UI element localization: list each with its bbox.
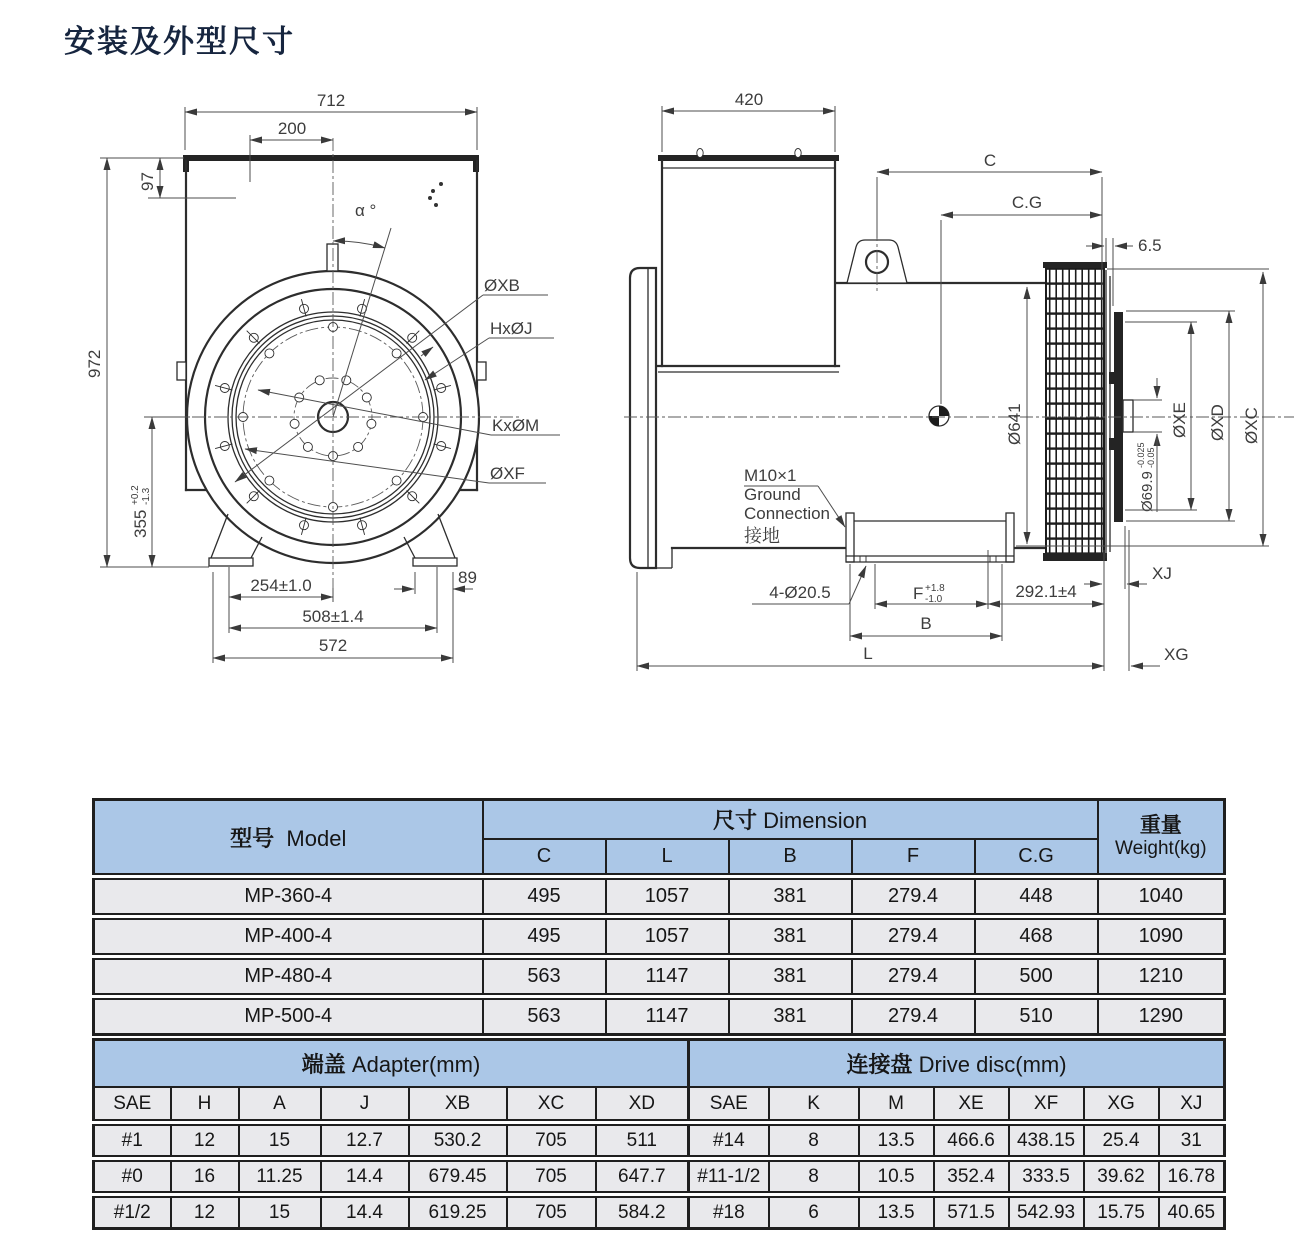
dim-420: 420 <box>734 90 764 109</box>
dim-292: 292.1±4 <box>1015 582 1077 601</box>
dimension-header: 尺寸 Dimension <box>483 800 1098 840</box>
ground-zh: 接地 <box>744 526 780 546</box>
front-view <box>85 91 560 663</box>
drive-disc-assembly <box>1106 270 1133 558</box>
dim-6-5: 6.5 <box>1138 236 1162 255</box>
svg-text:-1.3: -1.3 <box>141 487 152 505</box>
dim-972: 972 <box>85 349 104 378</box>
dim-f-tol-dn: -1.0 <box>925 594 943 605</box>
label-xb: ØXB <box>484 276 520 295</box>
col-f: F <box>852 839 975 877</box>
dim-f-tol-up: +1.8 <box>925 583 945 594</box>
terminal-box <box>658 149 839 373</box>
dim-l: L <box>863 644 873 663</box>
dim-355 <box>130 485 152 538</box>
dim-c: C <box>983 151 997 170</box>
label-xg: XG <box>1164 645 1189 664</box>
model-cell: MP-480-4 <box>94 957 483 997</box>
label-xc: ØXC <box>1242 407 1261 444</box>
dim-69-9 <box>1136 436 1157 512</box>
model-cell: MP-360-4 <box>94 877 483 917</box>
dim-200: 200 <box>277 119 307 138</box>
fan-grille <box>1043 262 1107 561</box>
label-xj: XJ <box>1152 564 1172 583</box>
model-cell: MP-500-4 <box>94 997 483 1035</box>
drive-disc-header: 连接盘 Drive disc(mm) <box>689 1040 1225 1088</box>
dim-f: F <box>913 584 924 603</box>
page-title: 安装及外型尺寸 <box>64 24 295 59</box>
label-xd: ØXD <box>1208 404 1227 441</box>
dim-572: 572 <box>318 636 348 655</box>
table-row: #0 16 11.25 14.4 679.45 705 647.7 #11-1/2 8 10.5 352.4 333.5 39.62 16.78 <box>94 1159 1225 1195</box>
table-row: MP-400-4 495 1057 381 279.4 468 1090 <box>94 917 1225 957</box>
ground-word1: Ground <box>744 485 801 504</box>
dim-89: 89 <box>458 568 477 587</box>
ground-word2: Connection <box>744 504 831 523</box>
dim-97: 97 <box>138 172 157 191</box>
svg-text:+0.2: +0.2 <box>130 485 141 505</box>
model-header: 型号 Model <box>94 800 483 877</box>
dim-508: 508±1.4 <box>302 607 364 626</box>
table-row: MP-480-4 563 1147 381 279.4 500 1210 <box>94 957 1225 997</box>
dim-641: Ø641 <box>1005 403 1024 445</box>
dim-b: B <box>920 614 932 633</box>
dim-cg: C.G <box>1011 193 1043 212</box>
dim-712: 712 <box>316 91 346 110</box>
table-row: MP-500-4 563 1147 381 279.4 510 1290 <box>94 997 1225 1035</box>
svg-text:-0.025: -0.025 <box>1136 442 1146 468</box>
model-cell: MP-400-4 <box>94 917 483 957</box>
svg-text:Ø69.9: Ø69.9 <box>1139 471 1156 512</box>
col-l: L <box>606 839 729 877</box>
side-view <box>624 90 1294 671</box>
dim-alpha: α ° <box>355 201 377 220</box>
col-c: C <box>483 839 606 877</box>
col-b: B <box>729 839 852 877</box>
svg-text:-0.05: -0.05 <box>1146 447 1156 468</box>
side-dimensions <box>637 90 1269 671</box>
dim-254: 254±1.0 <box>250 576 312 595</box>
nde-end-cover <box>630 268 672 568</box>
col-cg: C.G <box>975 839 1098 877</box>
machine-body <box>672 228 1046 548</box>
table-row: #1/2 12 15 14.4 619.25 705 584.2 #18 6 13.5 571.5 542.93 15.75 40.65 <box>94 1195 1225 1229</box>
label-base-holes: 4-Ø20.5 <box>769 583 831 602</box>
svg-text:355: 355 <box>131 509 150 538</box>
label-xe: ØXE <box>1170 402 1189 438</box>
dimension-table <box>92 798 1226 1036</box>
label-xf: ØXF <box>490 464 525 483</box>
table-row: #1 12 15 12.7 530.2 705 511 #14 8 13.5 466.6 438.15 25.4 31 <box>94 1123 1225 1159</box>
weight-header: 重量 Weight(kg) <box>1098 800 1225 877</box>
table-row: MP-360-4 495 1057 381 279.4 448 1040 <box>94 877 1225 917</box>
adapter-header: 端盖 Adapter(mm) <box>94 1040 689 1088</box>
mounting-base <box>846 513 1014 562</box>
ground-thread: M10×1 <box>744 466 797 485</box>
adapter-drive-disc-table: 端盖 Adapter(mm) 连接盘 Drive disc(mm) SAE H A J XB XC XD SAE K M XE XF XG XJ #1 12 15 12.7 530.2 705 511 #14 8 13.5 466.6 438.15 25.4 31 #0 16 11.25 14.4 679.45 705 647.7 #11-1/2 8 10.5 352.4 333.5 39.62 16.78 #1/2 12 15 14.4 619.25 705 584.2 #18 6 13.5 571.5 542.93 15.75 40.65 <box>92 1038 1226 1230</box>
ground-connection-label <box>744 466 845 546</box>
label-hxj: HxØJ <box>490 319 533 338</box>
label-kxm: KxØM <box>492 416 540 435</box>
installation-drawing <box>0 75 1308 775</box>
